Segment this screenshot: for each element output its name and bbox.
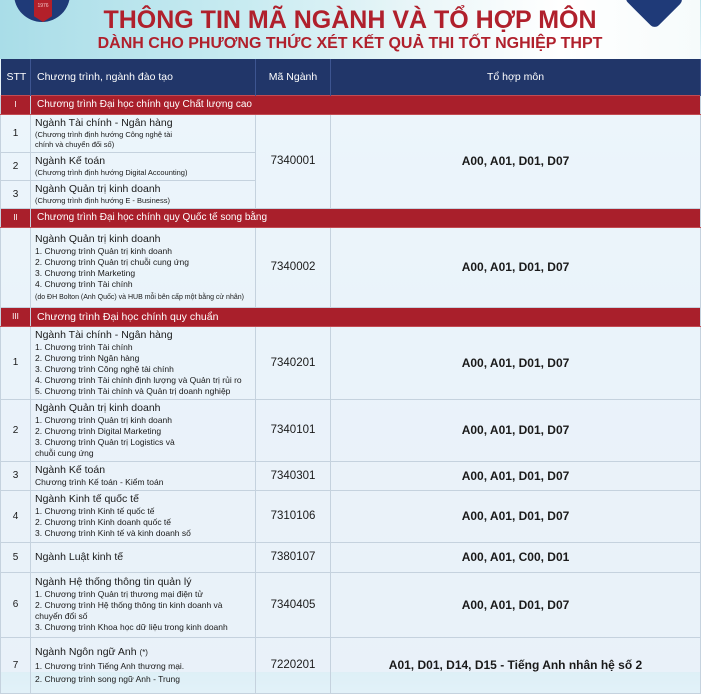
major-name: Ngành Quản trị kinh doanh	[35, 232, 161, 245]
subject-combo: A00, A01, D01, D07	[331, 572, 701, 637]
row-stt: 6	[1, 572, 31, 637]
program-item: Chương trình Kế toán - Kiểm toán	[35, 476, 164, 487]
table-row	[1, 490, 701, 542]
page-subtitle: DÀNH CHO PHƯƠNG THỨC XÉT KẾT QUẢ THI TỐT NGHIỆP THPT	[97, 35, 603, 52]
major-detail: (Chương trình định hướng Công nghệ tài	[35, 129, 173, 139]
major-code: 7310106	[256, 490, 331, 542]
program-item: 1. Chương trình Quản trị kinh doanh	[35, 414, 172, 425]
majors-table	[0, 59, 701, 694]
program-item: 1. Chương trình Kinh tế quốc tế	[35, 506, 155, 516]
program-item: 2. Chương trình Ngân hàng	[35, 352, 140, 363]
row-stt	[1, 227, 31, 307]
program-item: 1. Chương trình Tiếng Anh thương mại.	[35, 660, 185, 671]
program-item: 2. Chương trình Quản trị chuỗi cung ứng	[35, 256, 189, 267]
major-name: Ngành Hệ thống thông tin quản lý	[35, 576, 192, 588]
major-code: 7340001	[256, 114, 331, 208]
program-item: 2. Chương trình song ngữ Anh - Trung	[35, 673, 181, 684]
major-name: Ngành Kế toán	[35, 463, 106, 476]
table-row	[1, 461, 701, 490]
subject-combo: A01, D01, D14, D15 - Tiếng Anh nhân hệ số 2	[331, 637, 701, 693]
column-header-code: Mã Ngành	[256, 59, 331, 95]
row-stt: 2	[1, 399, 31, 461]
subject-combo: A00, A01, D01, D07	[331, 114, 701, 208]
row-stt: 4	[1, 490, 31, 542]
program-item: 1. Chương trình Tài chính	[35, 341, 133, 352]
program-item: 1. Chương trình Quản trị thương mại điện tử	[35, 589, 204, 599]
section-number: II	[1, 208, 31, 227]
section-title: Chương trình Đại học chính quy Quốc tế song bằng	[31, 208, 701, 227]
column-header-combo: Tổ hợp môn	[331, 59, 701, 95]
section-title: Chương trình Đại học chính quy chuẩn	[31, 307, 701, 326]
section-number: I	[1, 95, 31, 114]
program-cell	[31, 227, 256, 307]
major-code: 7340301	[256, 461, 331, 490]
program-item: 3. Chương trình Quản trị Logistics và	[35, 436, 175, 447]
program-item: 3. Chương trình Công nghệ tài chính	[35, 363, 174, 374]
subject-combo: A00, A01, D01, D07	[331, 461, 701, 490]
column-header-program: Chương trình, ngành đào tạo	[31, 59, 256, 95]
program-note: (do ĐH Bolton (Anh Quốc) và HUB mỗi bên cấp một bằng cử nhân)	[35, 293, 244, 301]
asterisk-note: (*)	[139, 647, 148, 657]
major-code: 7340405	[256, 572, 331, 637]
row-stt: 7	[1, 637, 31, 693]
major-name: Ngành Luật kinh tế	[35, 550, 124, 563]
subject-combo: A00, A01, D01, D07	[331, 227, 701, 307]
row-stt: 3	[1, 461, 31, 490]
subject-combo: A00, A01, D01, D07	[331, 490, 701, 542]
program-cell	[31, 152, 256, 180]
table-row	[1, 114, 701, 152]
subject-combo: A00, A01, D01, D07	[331, 326, 701, 399]
major-name: Ngành Quản trị kinh doanh	[35, 401, 161, 414]
major-detail: chính và chuyển đổi số)	[35, 139, 115, 149]
major-code: 7380107	[256, 542, 331, 572]
program-item: 4. Chương trình Tài chính định lượng và Quản trị rủi ro	[35, 374, 242, 385]
program-cell	[31, 637, 256, 693]
subject-combo: A00, A01, C00, D01	[331, 542, 701, 572]
major-code: 7220201	[256, 637, 331, 693]
section-row-i	[1, 95, 701, 114]
table-row	[1, 326, 701, 399]
program-item: 2. Chương trình Digital Marketing	[35, 425, 162, 436]
section-number: III	[1, 307, 31, 326]
major-code: 7340101	[256, 399, 331, 461]
program-cell	[31, 572, 256, 637]
table-row	[1, 227, 701, 307]
table-row	[1, 399, 701, 461]
major-name-wrap	[35, 646, 251, 659]
page-title: THÔNG TIN MÃ NGÀNH VÀ TỔ HỢP MÔN	[103, 6, 597, 34]
major-name: Ngành Kế toán	[35, 154, 106, 167]
program-item: 2. Chương trình Hệ thống thông tin kinh doanh và	[35, 600, 223, 610]
section-row-iii	[1, 307, 701, 326]
major-detail: (Chương trình định hướng E - Business)	[35, 195, 170, 205]
table-row	[1, 542, 701, 572]
program-item: chuỗi cung ứng	[35, 447, 94, 458]
row-stt: 1	[1, 114, 31, 152]
major-name: Ngành Tài chính - Ngân hàng	[35, 116, 173, 129]
program-cell	[31, 326, 256, 399]
major-name: Ngành Tài chính - Ngân hàng	[35, 328, 173, 341]
major-name: Ngành Ngôn ngữ Anh	[35, 645, 137, 658]
section-row-ii	[1, 208, 701, 227]
row-stt: 2	[1, 152, 31, 180]
table-row	[1, 637, 701, 693]
logo-year: 1976	[37, 3, 49, 9]
program-item: 4. Chương trình Tài chính	[35, 278, 133, 289]
major-detail: (Chương trình định hướng Digital Accounting)	[35, 167, 188, 177]
program-cell	[31, 114, 256, 152]
program-cell	[31, 461, 256, 490]
program-item: 2. Chương trình Kinh doanh quốc tế	[35, 517, 172, 527]
major-name: Ngành Kinh tế quốc tế	[35, 493, 139, 505]
major-code: 7340201	[256, 326, 331, 399]
major-code: 7340002	[256, 227, 331, 307]
row-stt: 3	[1, 180, 31, 208]
program-item: 5. Chương trình Tài chính và Quản trị doanh nghiệp	[35, 385, 231, 396]
program-item: 3. Chương trình Khoa học dữ liệu trong kinh doanh	[35, 622, 228, 632]
program-item: chuyển đổi số	[35, 611, 88, 621]
row-stt: 5	[1, 542, 31, 572]
table-row	[1, 572, 701, 637]
program-cell	[31, 399, 256, 461]
column-header-stt: STT	[1, 59, 31, 95]
program-cell	[31, 180, 256, 208]
program-cell	[31, 490, 256, 542]
table-header-row	[1, 59, 701, 95]
program-cell	[31, 542, 256, 572]
subject-combo: A00, A01, D01, D07	[331, 399, 701, 461]
page-header	[0, 0, 700, 59]
program-item: 3. Chương trình Kinh tế và kinh doanh số	[35, 528, 191, 538]
major-name: Ngành Quản trị kinh doanh	[35, 182, 161, 195]
row-stt: 1	[1, 326, 31, 399]
program-item: 3. Chương trình Marketing	[35, 267, 136, 278]
section-title: Chương trình Đại học chính quy Chất lượng cao	[31, 95, 701, 114]
program-item: 1. Chương trình Quản trị kinh doanh	[35, 245, 172, 256]
